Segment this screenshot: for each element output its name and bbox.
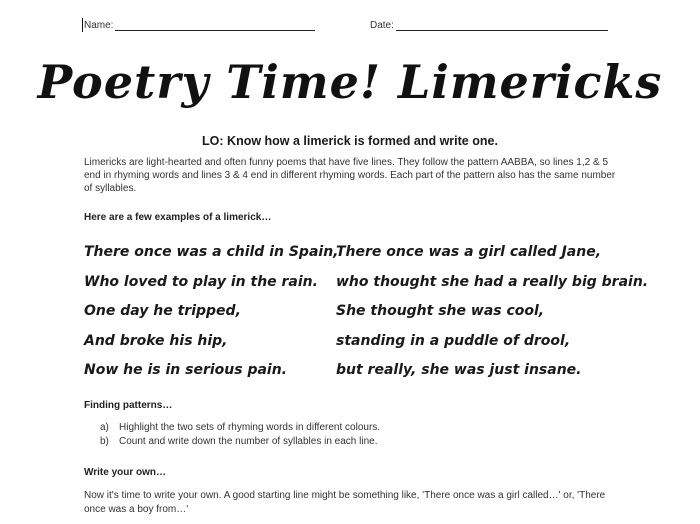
date-label: Date: xyxy=(370,20,394,31)
poem-example-2 xyxy=(336,238,648,386)
name-label: Name: xyxy=(84,20,114,31)
poem-line: but really, she was just insane. xyxy=(336,362,582,378)
task-list xyxy=(100,421,380,449)
list-marker: b) xyxy=(100,436,109,447)
examples-heading: Here are a few examples of a limerick… xyxy=(84,212,272,223)
poem-line: There once was a girl called Jane, xyxy=(336,244,602,260)
date-underline[interactable] xyxy=(396,20,608,31)
poem-line: standing in a puddle of drool, xyxy=(336,332,571,349)
poem-line: One day he tripped, xyxy=(84,303,241,319)
poem-line: who thought she had a really big brain. xyxy=(336,273,649,290)
text-cursor xyxy=(82,18,83,32)
learning-objective: LO: Know how a limerick is formed and write one. xyxy=(202,134,498,148)
poem-line: There once was a child in Spain, xyxy=(84,244,339,260)
date-field[interactable] xyxy=(370,20,608,31)
poem-example-1 xyxy=(84,238,338,386)
list-item xyxy=(100,421,380,435)
patterns-heading: Finding patterns… xyxy=(84,400,173,411)
list-item xyxy=(100,435,380,449)
list-marker: a) xyxy=(100,422,109,433)
intro-paragraph: Limericks are light-hearted and often funny poems that have five lines. They follow the pattern AABBA, so lines 1,2 & 5 end in rhyming words and lines 3 & 4 end in different rhyming words. Each part of the pattern also has the same number of syllables. xyxy=(84,157,616,194)
poem-line: She thought she was cool, xyxy=(336,303,545,319)
write-heading: Write your own… xyxy=(84,467,167,478)
poem-line: And broke his hip, xyxy=(84,332,228,349)
task-text: Highlight the two sets of rhyming words in different colours. xyxy=(119,422,381,433)
name-underline[interactable] xyxy=(115,20,315,31)
poem-line: Now he is in serious pain. xyxy=(84,362,287,378)
write-paragraph: Now it's time to write your own. A good starting line might be something like, 'There once was a girl called…' or, 'There once was a boy from…' xyxy=(84,490,606,515)
task-text: Count and write down the number of syllables in each line. xyxy=(119,436,378,447)
name-field[interactable] xyxy=(84,20,315,31)
poem-line: Who loved to play in the rain. xyxy=(84,273,318,290)
page-title: Poetry Time! Limericks xyxy=(37,55,663,109)
